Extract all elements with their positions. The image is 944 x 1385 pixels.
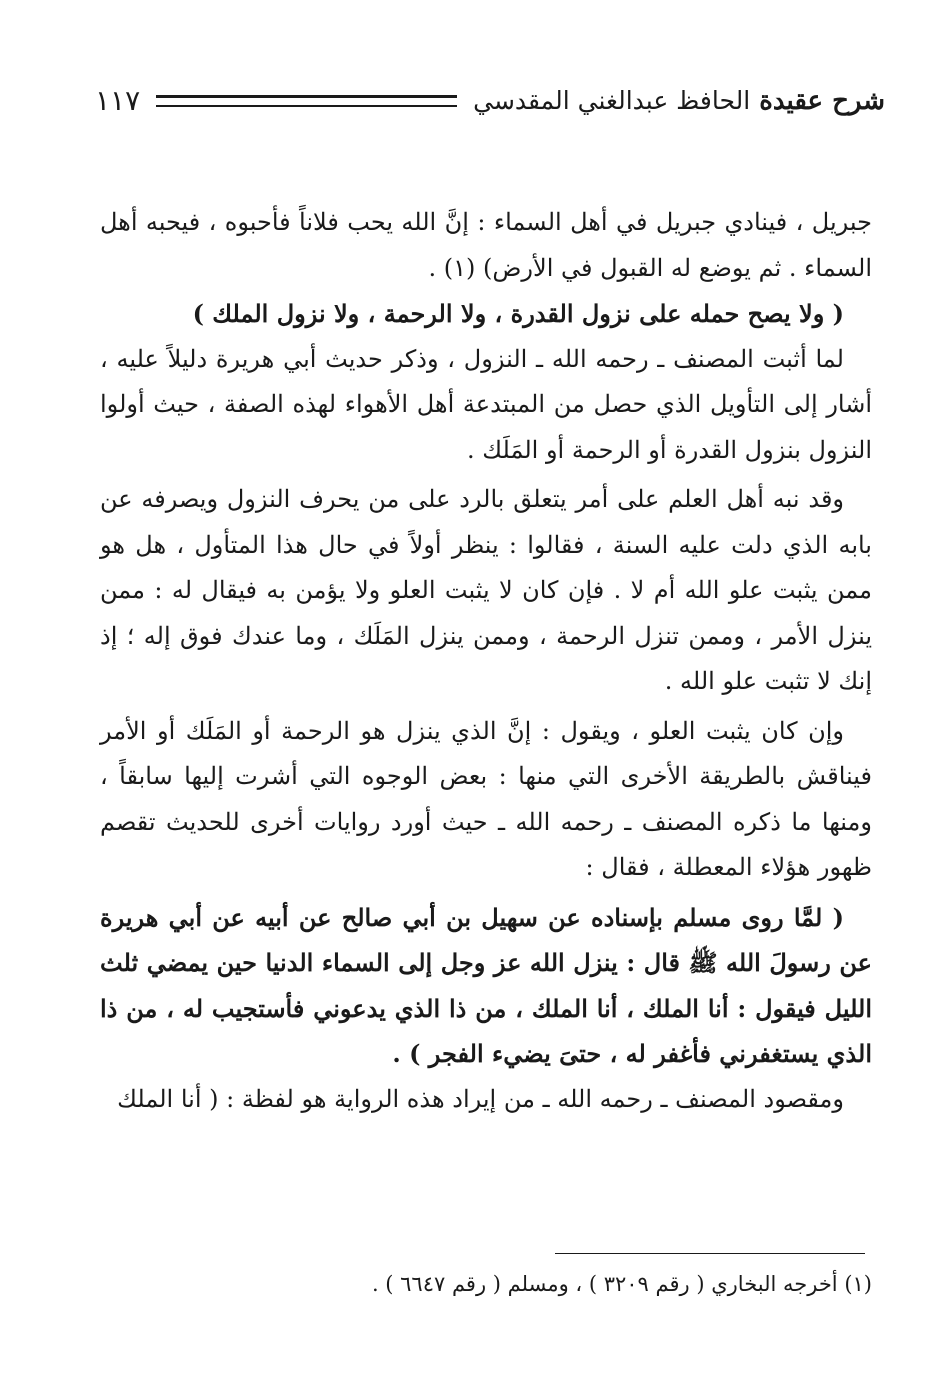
page-number: ١١٧ (95, 84, 141, 117)
footnote-separator (555, 1253, 865, 1254)
paragraph-commentary-1: لما أثبت المصنف ـ رحمه الله ـ النزول ، وذكر حديث أبي هريرة دليلاً عليه ، أشار إلى التأويل الذي حصل من المبتدعة أهل الأهواء لهذه الصفة ، حيث أولوا النزول بنزول القدرة أو الرحمة أو المَلَك . (100, 344, 872, 464)
matn-heading: ( ولا يصح حمله على نزول القدرة ، ولا الرحمة ، ولا نزول الملك ) (192, 299, 844, 328)
running-title-main: شرح عقيدة (759, 86, 885, 116)
page-header (95, 78, 885, 124)
paragraph-commentary-4: ومقصود المصنف ـ رحمه الله ـ من إيراد هذه الرواية هو لفظة : ( أنا الملك (117, 1084, 844, 1113)
paragraph-commentary-3: وإن كان يثبت العلو ، ويقول : إنَّ الذي ينزل هو الرحمة أو المَلَك أو الأمر فيناقش بالطريقة الأخرى التي منها : بعض الوجوه التي أشرت إليها سابقاً ، ومنها ما ذكره المصنف ـ رحمه الله ـ حيث أورد روايات أخرى للحديث تقصم ظهور هؤلاء المعطلة ، فقال : (100, 716, 872, 881)
footnote: (١) أخرجه البخاري ( رقم ٣٢٠٩ ) ، ومسلم ( رقم ٦٦٤٧ ) . (371, 1272, 872, 1296)
paragraph-commentary-2: وقد نبه أهل العلم على أمر يتعلق بالرد على من يحرف النزول ويصرفه عن بابه الذي دلت عليه السنة ، فقالوا : ينظر أولاً في حال هذا المتأول ، هل هو ممن يثبت علو الله أم لا . فإن كان لا يثبت العلو ولا يؤمن به فيقال له : ممن ينزل الأمر ، وممن تنزل الرحمة ، وممن ينزل المَلَك ، وما عندك فوق إله ؛ إذ إنك لا تثبت علو الله . (100, 485, 872, 695)
paragraph-hadith-end: جبريل ، فينادي جبريل في أهل السماء : إنَّ الله يحب فلاناً فأحبوه ، فيحبه أهل السماء . ثم يوضع له القبول في الأرض) (١) . (100, 208, 872, 282)
header-rule (156, 95, 457, 107)
page-body (100, 200, 872, 1122)
running-title-sub: الحافظ عبدالغني المقدسي (473, 86, 751, 115)
running-title (473, 88, 885, 114)
matn-hadith: ( لمَّا روى مسلم بإسناده عن سهيل بن أبي صالح عن أبيه عن أبي هريرة عن رسولَ الله ﷺ قال : ينزل الله عز وجل إلى السماء الدنيا حين يمضي ثلث الليل فيقول : أنا الملك ، أنا الملك ، من ذا الذي يدعوني فأستجيب له ، من ذا الذي يستغفرني فأغفر له ، حتىَ يضيء الفجر ) . (100, 902, 873, 1068)
